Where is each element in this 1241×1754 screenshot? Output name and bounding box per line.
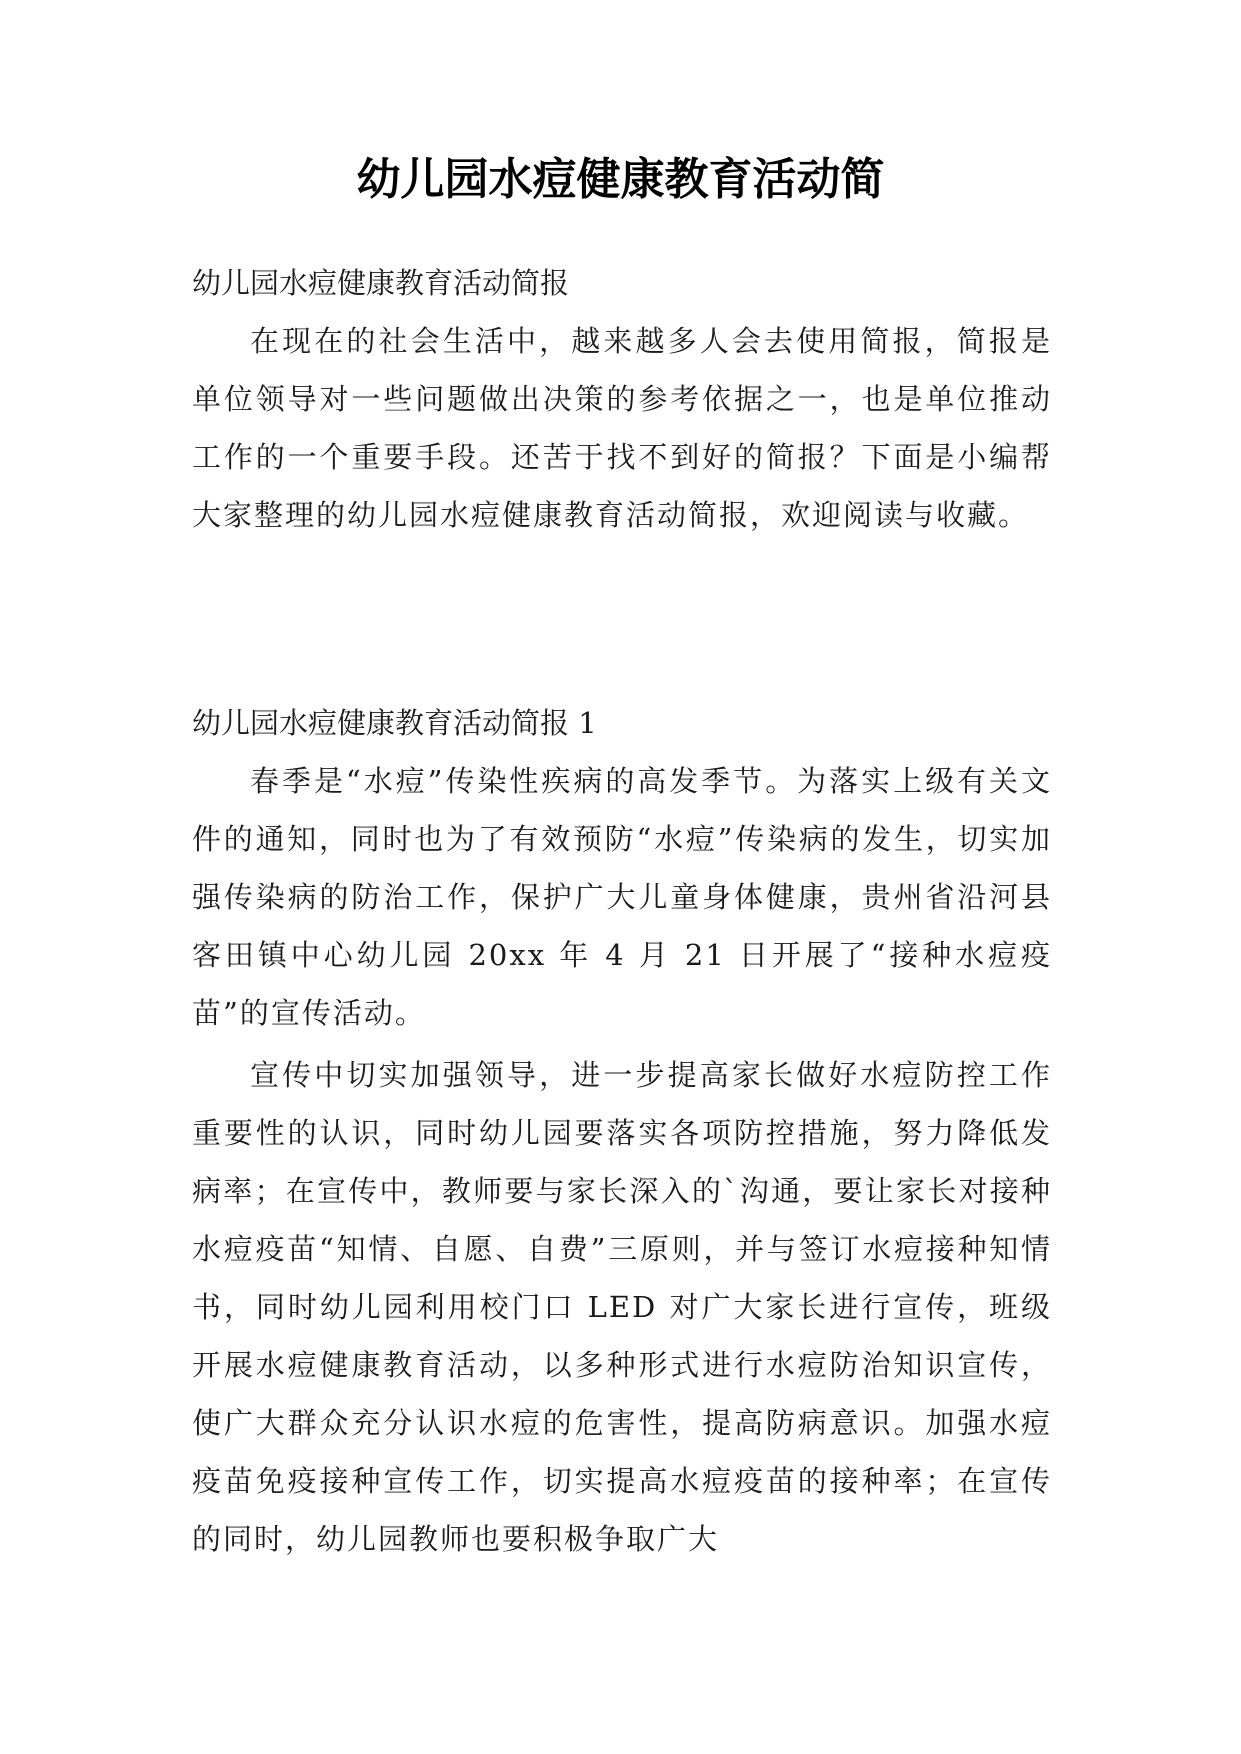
intro-heading: 幼儿园水痘健康教育活动简报: [192, 266, 570, 300]
section1-heading: 幼儿园水痘健康教育活动简报 1: [192, 706, 597, 740]
section1-paragraph-1: 春季是“水痘”传染性疾病的高发季节。为落实上级有关文件的通知，同时也为了有效预防“水痘”传染病的发生，切实加强传染病的防治工作，保护广大儿童身体健康，贵州省沿河县客田镇中心幼儿园 20xx 年 4 月 21 日开展了“接种水痘疫苗”的宣传活动。: [192, 764, 1052, 1030]
intro-paragraph: 在现在的社会生活中，越来越多人会去使用简报，简报是单位领导对一些问题做出决策的参考依据之一，也是单位推动工作的一个重要手段。还苦于找不到好的简报？下面是小编帮大家整理的幼儿园水痘健康教育活动简报，欢迎阅读与收藏。: [192, 324, 1052, 532]
document-title: 幼儿园水痘健康教育活动简: [356, 154, 885, 205]
section1-paragraph-2: 宣传中切实加强领导，进一步提高家长做好水痘防控工作重要性的认识，同时幼儿园要落实各项防控措施，努力降低发病率；在宣传中，教师要与家长深入的`沟通，要让家长对接种水痘疫苗“知情、自愿、自费”三原则，并与签订水痘接种知情书，同时幼儿园利用校门口 LED 对广大家长进行宣传，班级开展水痘健康教育活动，以多种形式进行水痘防治知识宣传，使广大群众充分认识水痘的危害性，提高防病意识。加强水痘疫苗免疫接种宣传工作，切实提高水痘疫苗的接种率；在宣传的同时，幼儿园教师也要积极争取广大: [192, 1058, 1052, 1556]
